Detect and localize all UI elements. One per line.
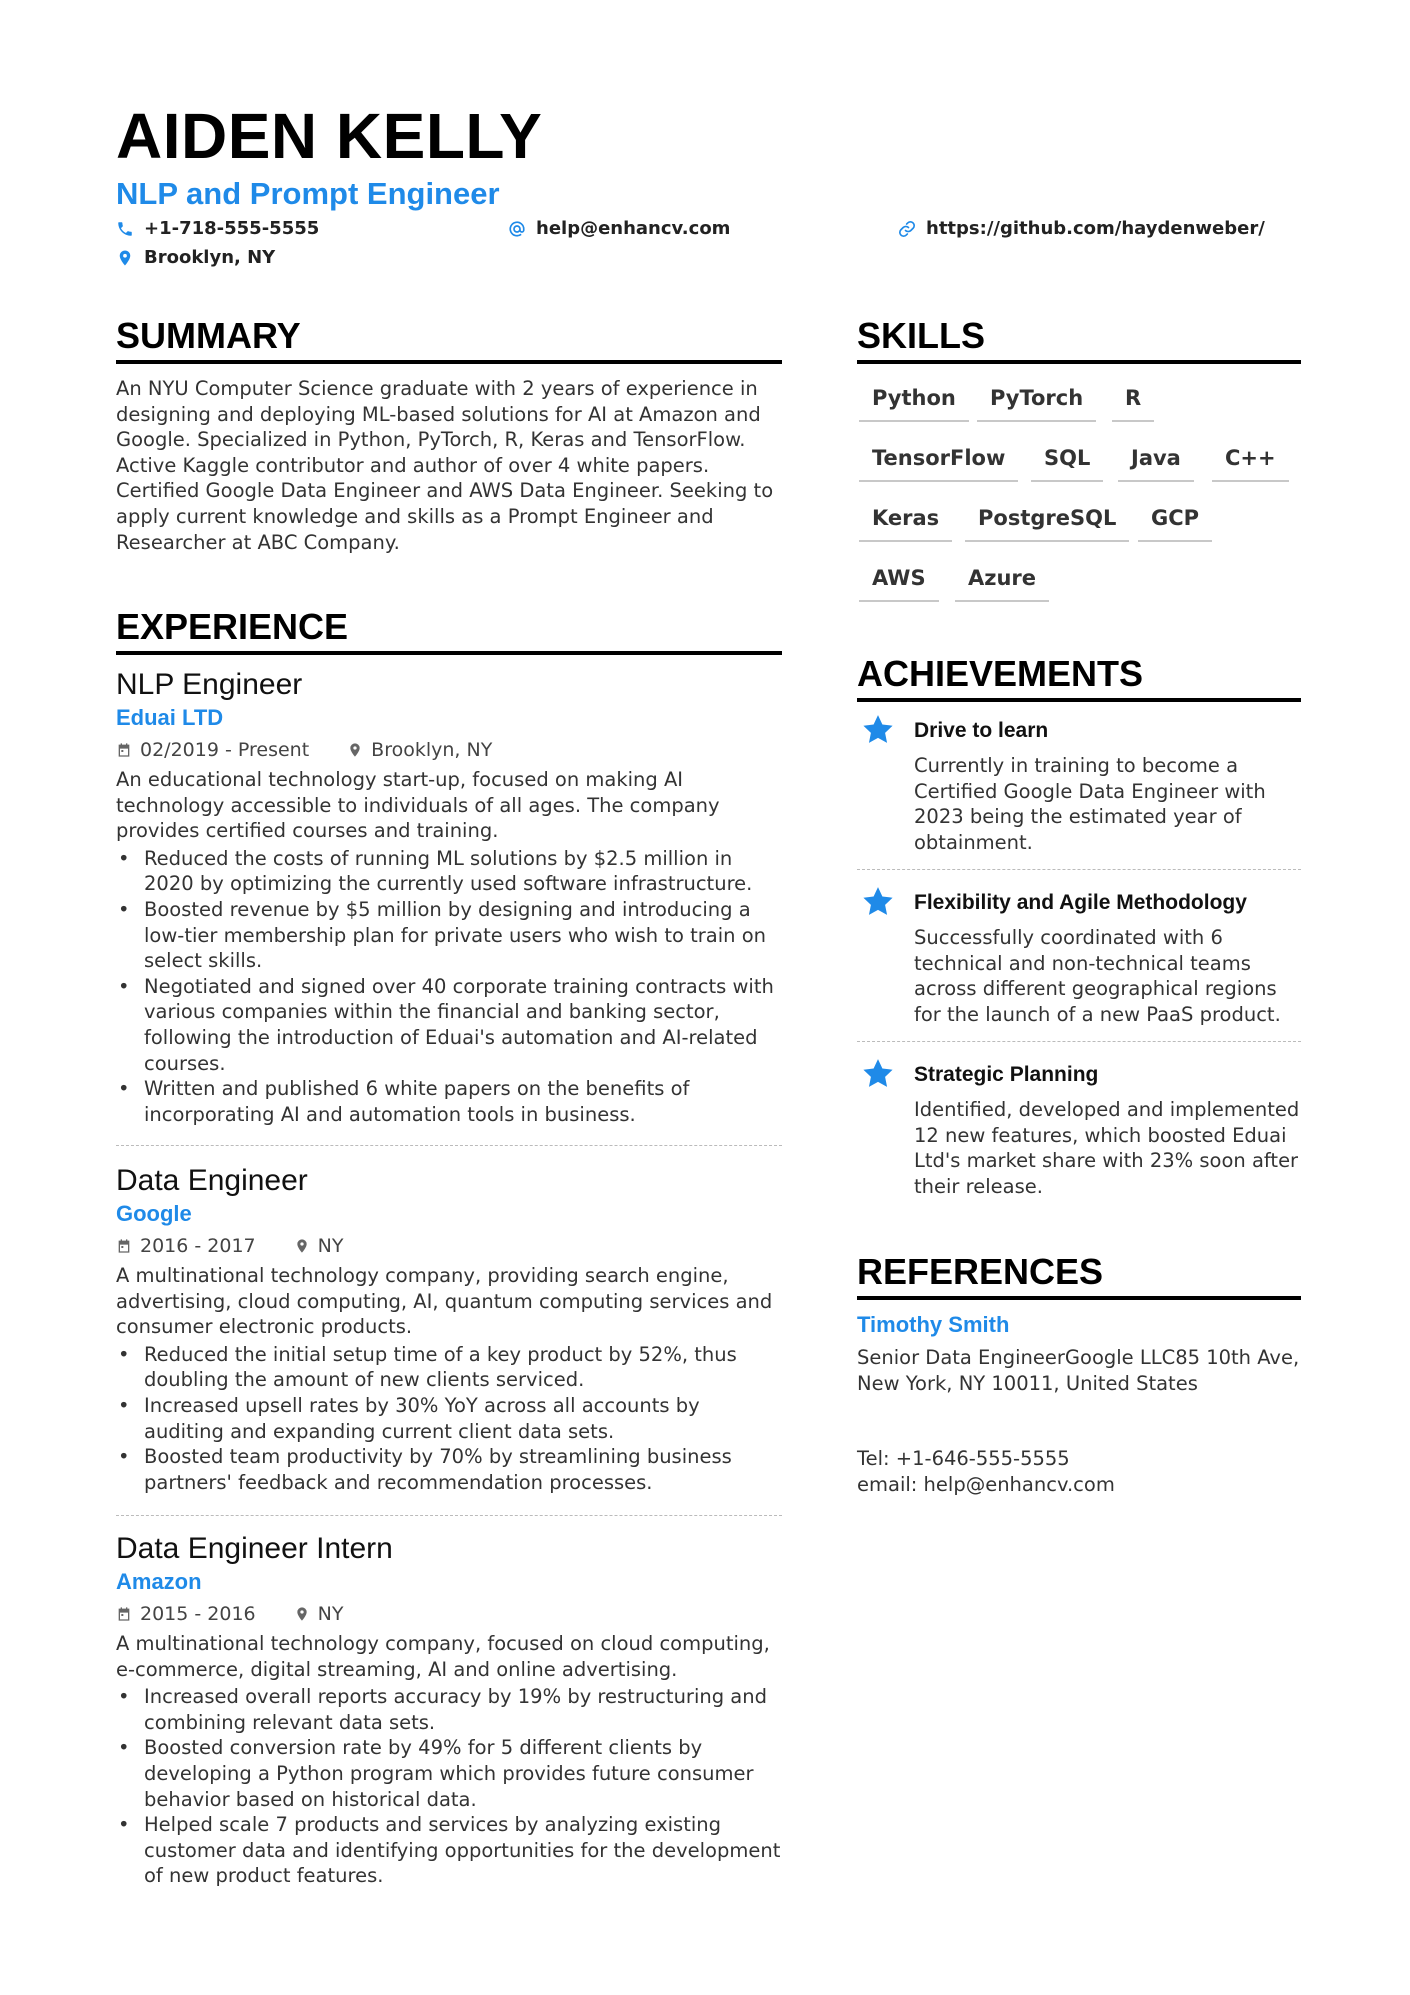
achievement-title: Flexibility and Agile Methodology [914,891,1247,914]
job-dates: 2015 - 2016 [140,1603,256,1625]
job-description: A multinational technology company, focused on cloud computing, e-commerce, digital streaming, AI and online advertising. [116,1632,770,1681]
skill-tag: Azure [955,564,1049,602]
job-bullets [116,1342,782,1496]
calendar-icon [116,1238,132,1254]
skill-tag: C++ [1212,444,1289,482]
job-company: Amazon [116,1569,202,1594]
job-meta [116,1601,782,1627]
job-company: Google [116,1201,192,1226]
location-pin-icon [294,1238,310,1254]
phone-text: +1-718-555-5555 [144,218,320,239]
job-bullet: • Increased overall reports accuracy by 19% by restructuring and combining relevant data sets. [116,1684,782,1735]
star-icon [861,713,895,747]
job-description: A multinational technology company, providing search engine, advertising, cloud computing, AI, quantum computing services and consumer electronic products. [116,1264,773,1339]
job-dates: 02/2019 - Present [140,739,310,761]
reference-email: email: help@enhancv.com [857,1473,1115,1496]
job-bullet: • Written and published 6 white papers on the benefits of incorporating AI and automation tools in business. [116,1076,782,1127]
job-bullet: • Increased upsell rates by 30% YoY across all accounts by auditing and expanding current client data sets. [116,1393,782,1444]
job-location: NY [317,1603,344,1625]
job-entry [116,1163,782,1495]
star-icon [861,885,895,919]
experience-heading: EXPERIENCE [116,605,782,655]
achievement-title: Strategic Planning [914,1063,1099,1086]
job-bullet: • Reduced the costs of running ML solutions by $2.5 million in 2020 by optimizing the currently used software infrastructure. [116,846,782,897]
job-meta [116,737,782,763]
achievement-title: Drive to learn [914,719,1049,742]
summary-heading: SUMMARY [116,314,782,364]
skill-tag: AWS [859,564,939,602]
location-text: Brooklyn, NY [144,247,276,268]
star-icon [861,1057,895,1091]
job-bullet: • Reduced the initial setup time of a key product by 52%, thus doubling the amount of new clients serviced. [116,1342,782,1393]
job-bullet: • Boosted revenue by $5 million by designing and introducing a low-tier membership plan for private users who wish to train on select skills. [116,897,782,974]
skill-tag: Java [1118,444,1194,482]
at-icon [508,220,526,238]
achievement-description: Identified, developed and implemented 12 new features, which boosted Eduai Ltd's market share with 23% soon after their release. [914,1098,1300,1198]
job-description: An educational technology start-up, focused on making AI technology accessible to individuals of all ages. The company provides certified courses and training. [116,768,720,843]
candidate-name: AIDEN KELLY [116,100,543,172]
location-pin-icon [347,742,363,758]
contact-location [116,247,275,268]
summary-text: An NYU Computer Science graduate with 2 years of experience in designing and deploying ML-based solutions for AI at Amazon and Google. Specialized in Python, PyTorch, R, Keras and TensorFlow. Active Kaggle contributor and author of over 4 white papers. Certified Google Data Engineer and AWS Data Engineer. Seeking to apply current knowledge and skills as a Prompt Engineer and Researcher at ABC Company. [116,377,774,554]
contact-link[interactable] [898,218,1265,239]
link-text[interactable]: https://github.com/haydenweber/ [926,218,1265,239]
job-bullet: • Negotiated and signed over 40 corporate training contracts with various companies within the financial and banking sector, following the introduction of Eduai's automation and AI-related courses. [116,974,782,1076]
location-pin-icon [116,249,134,267]
job-bullet: • Boosted conversion rate by 49% for 5 different clients by developing a Python program which provides future consumer behavior based on historical data. [116,1735,782,1812]
contact-email[interactable] [508,218,730,239]
reference-organization: Senior Data EngineerGoogle LLC85 10th Ave, New York, NY 10011, United States [857,1346,1300,1395]
skill-tag: R [1112,384,1154,422]
job-bullets [116,846,782,1128]
skill-tag: TensorFlow [859,444,1018,482]
job-bullets [116,1684,782,1889]
job-location: Brooklyn, NY [371,739,493,761]
reference-phone: Tel: +1-646-555-5555 [857,1447,1070,1470]
reference-name: Timothy Smith [857,1312,1010,1337]
email-text[interactable]: help@enhancv.com [536,218,731,239]
job-meta [116,1233,782,1259]
job-entry [116,1531,782,1889]
skill-tag: Keras [859,504,952,542]
job-title: Data Engineer Intern [116,1532,393,1565]
job-entry [116,667,782,1127]
job-dates: 2016 - 2017 [140,1235,256,1257]
job-divider [116,1145,782,1146]
skill-tag: PyTorch [977,384,1096,422]
skills-heading: SKILLS [857,314,1301,364]
job-title: Data Engineer [116,1164,308,1197]
link-icon [898,220,916,238]
skill-tag: SQL [1031,444,1103,482]
skill-tag: Python [859,384,969,422]
contact-phone [116,218,319,239]
job-divider [116,1515,782,1516]
achievements-heading: ACHIEVEMENTS [857,652,1301,702]
skill-tag: GCP [1138,504,1212,542]
candidate-title: NLP and Prompt Engineer [116,176,500,211]
skill-tag: PostgreSQL [965,504,1129,542]
job-title: NLP Engineer [116,668,303,701]
calendar-icon [116,742,132,758]
job-location: NY [317,1235,344,1257]
achievement-divider [857,869,1301,870]
job-company: Eduai LTD [116,705,224,730]
references-heading: REFERENCES [857,1250,1301,1300]
phone-icon [116,220,134,238]
calendar-icon [116,1606,132,1622]
job-bullet: • Helped scale 7 products and services by analyzing existing customer data and identifying opportunities for the development of new product features. [116,1812,782,1889]
achievement-description: Currently in training to become a Certified Google Data Engineer with 2023 being the estimated year of obtainment. [914,754,1266,854]
location-pin-icon [294,1606,310,1622]
job-bullet: • Boosted team productivity by 70% by streamlining business partners' feedback and recommendation processes. [116,1444,782,1495]
achievement-divider [857,1041,1301,1042]
achievement-description: Successfully coordinated with 6 technical and non-technical teams across different geographical regions for the launch of a new PaaS product. [914,926,1281,1026]
